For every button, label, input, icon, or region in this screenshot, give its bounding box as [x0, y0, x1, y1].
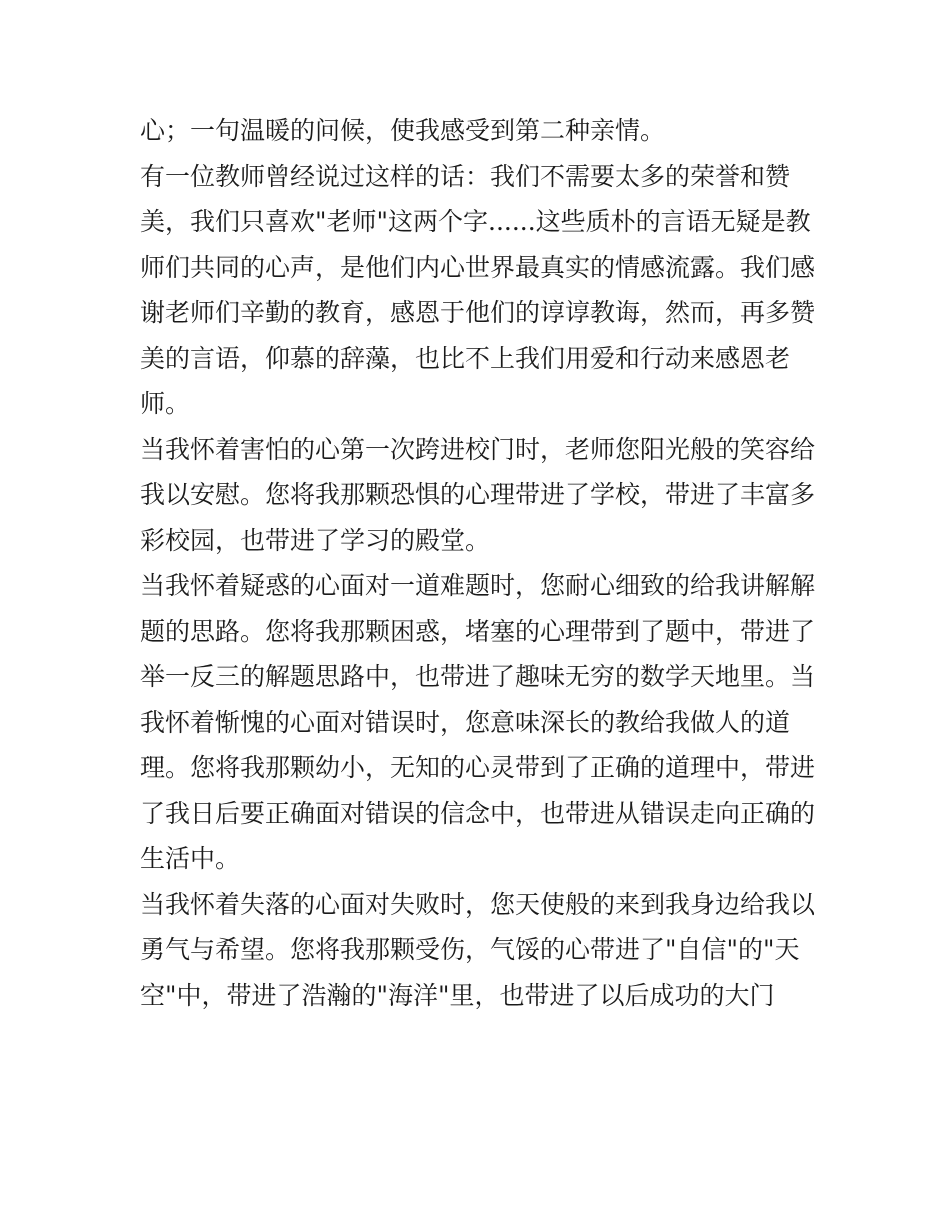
text-line: 谢老师们辛勤的教育，感恩于他们的谆谆教诲，然而，再多赞	[140, 298, 816, 327]
text-line: 了我日后要正确面对错误的信念中，也带进从错误走向正确的	[140, 798, 816, 828]
text-line: 我以安慰。您将我那颗恐惧的心理带进了学校，带进了丰富多	[140, 480, 816, 509]
text-line: 题的思路。您将我那颗困惑，堵塞的心理带到了题中，带进了	[140, 616, 816, 646]
text-line: 举一反三的解题思路中，也带进了趣味无穷的数学天地里。当	[140, 662, 816, 691]
text-line: 彩校园，也带进了学习的殿堂。	[140, 525, 491, 555]
text-line: 当我怀着害怕的心第一次跨进校门时，老师您阳光般的笑容给	[140, 434, 816, 464]
text-line: 勇气与希望。您将我那颗受伤，气馁的心带进了"自信"的"天	[140, 935, 800, 964]
text-line: 师。	[140, 389, 191, 418]
text-line: 当我怀着失落的心面对失败时，您天使般的来到我身边给我以	[140, 889, 816, 919]
text-line: 师们共同的心声，是他们内心世界最真实的情感流露。我们感	[140, 252, 816, 282]
text-line: 我怀着惭愧的心面对错误时，您意味深长的教给我做人的道	[140, 707, 791, 737]
text-line: 有一位教师曾经说过这样的话：我们不需要太多的荣誉和赞	[140, 161, 791, 191]
text-line: 美的言语，仰慕的辞藻，也比不上我们用爱和行动来感恩老	[140, 343, 791, 373]
text-line: 理。您将我那颗幼小，无知的心灵带到了正确的道理中，带进	[140, 753, 816, 782]
text-line: 空"中，带进了浩瀚的"海洋"里，也带进了以后成功的大门	[140, 980, 775, 1010]
document-body	[140, 108, 830, 1018]
text-line: 生活中。	[140, 844, 241, 873]
text-line: 当我怀着疑惑的心面对一道难题时，您耐心细致的给我讲解解	[140, 571, 816, 600]
text-line: 美，我们只喜欢"老师"这两个字......这些质朴的言语无疑是教	[140, 207, 811, 236]
text-line: 心；一句温暖的问候，使我感受到第二种亲情。	[140, 116, 666, 145]
